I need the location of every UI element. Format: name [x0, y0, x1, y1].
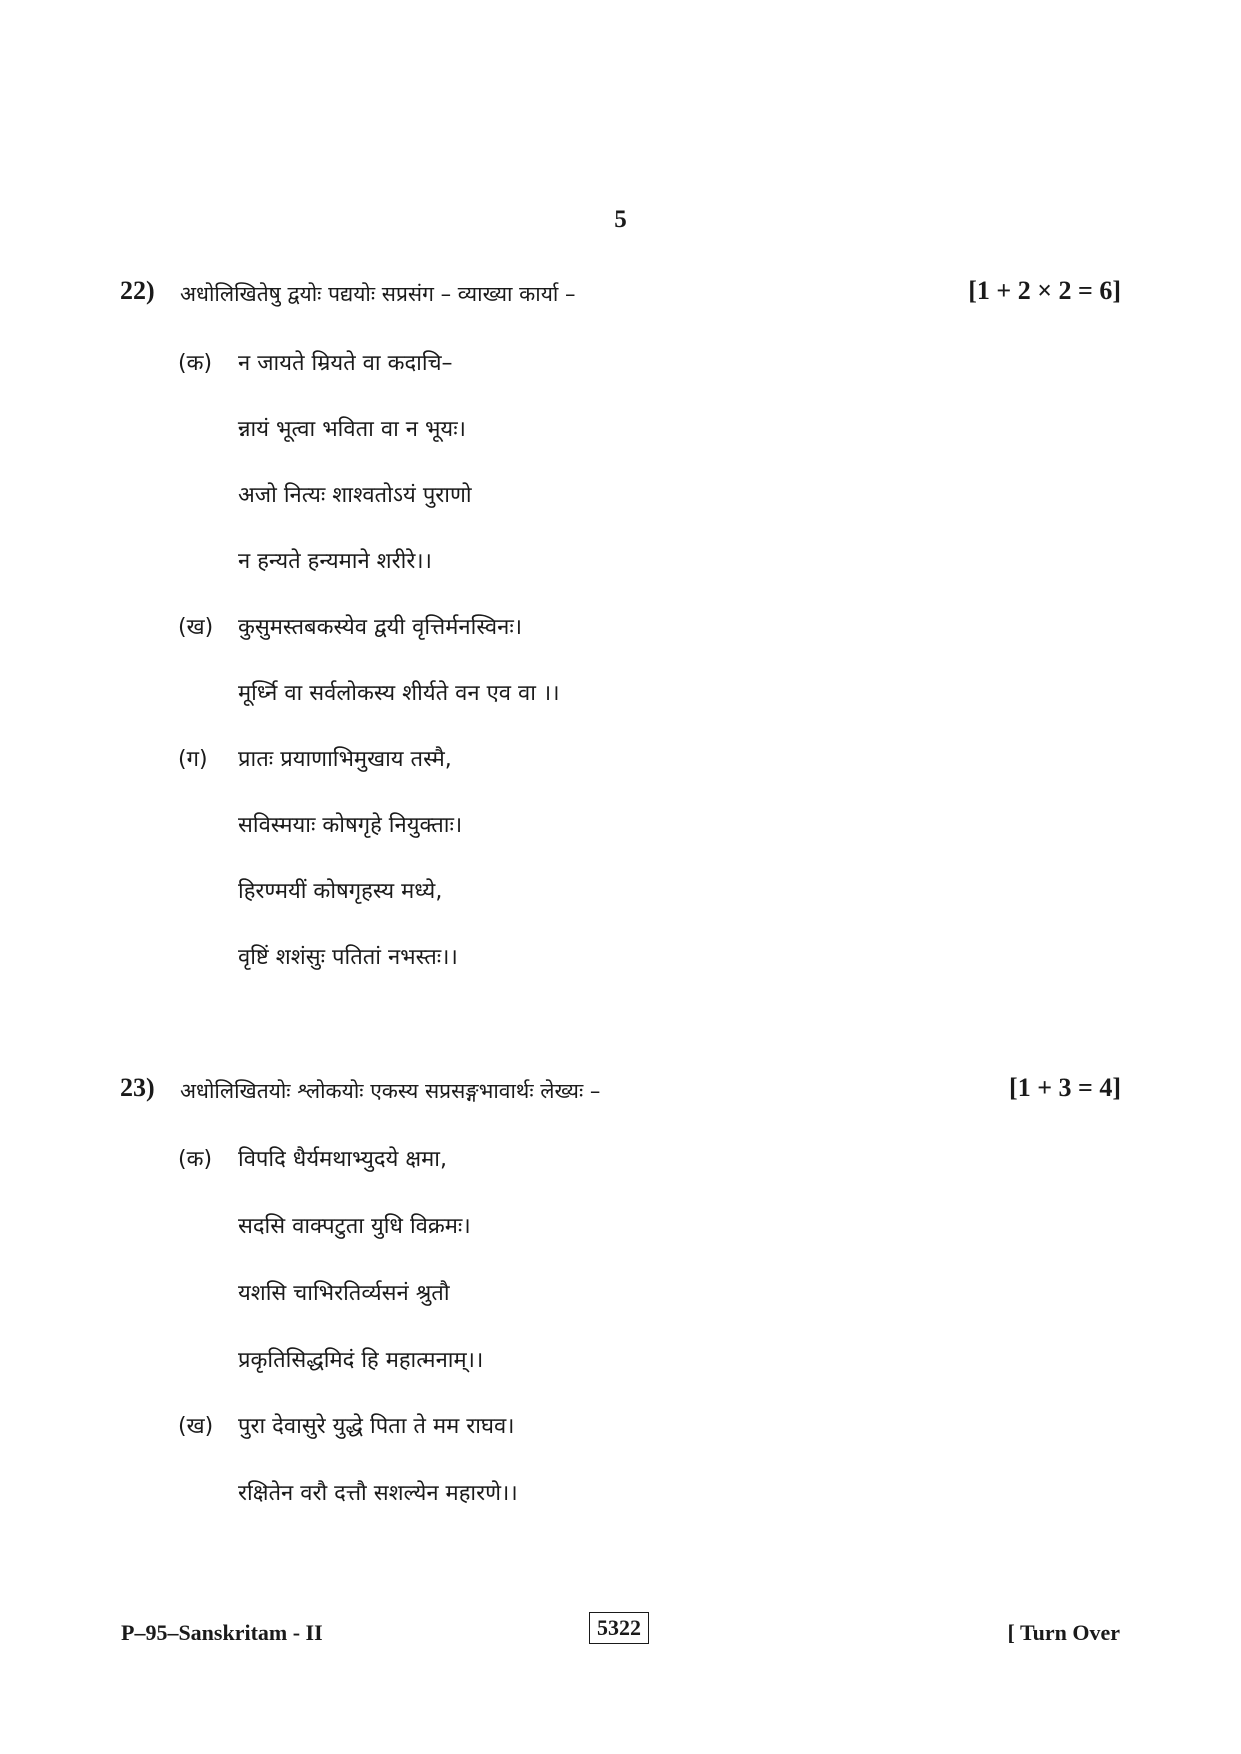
- verse-line: सविस्मयाः कोषगृहे नियुक्ताः।: [238, 813, 463, 838]
- part-label: (ग): [178, 747, 208, 772]
- turn-over-label: [ Turn Over: [1007, 1620, 1120, 1645]
- part-label: (क): [178, 1147, 213, 1172]
- question-23-number: 23): [120, 1073, 155, 1102]
- question-23-marks: [1 + 3 = 4]: [1009, 1073, 1121, 1102]
- verse-line: हिरण्मयीं कोषगृहस्य मध्ये,: [238, 879, 443, 904]
- verse-line: मूर्ध्नि वा सर्वलोकस्य शीर्यते वन एव वा ।।: [238, 681, 560, 706]
- paper-code: P–95–Sanskritam - II: [121, 1620, 323, 1645]
- verse-line: पुरा देवासुरे युद्धे पिता ते मम राघव।: [238, 1414, 515, 1439]
- verse-line: वृष्टिं शशंसुः पतितां नभस्तः।।: [238, 945, 458, 970]
- verse-line: प्रकृतिसिद्धमिदं हि महात्मनाम्।।: [238, 1348, 484, 1373]
- verse-line: न जायते म्रियते वा कदाचि–: [238, 351, 453, 376]
- question-23-instruction: अधोलिखितयोः श्लोकयोः एकस्य सप्रसङ्गभावार्थः लेख्यः –: [180, 1079, 601, 1103]
- booklet-number-box: 5322: [589, 1612, 649, 1644]
- part-label: (ख): [178, 615, 214, 640]
- verse-line: रक्षितेन वरौ दत्तौ सशल्येन महारणे।।: [238, 1481, 518, 1506]
- verse-line: सदसि वाक्पटुता युधि विक्रमः।: [238, 1214, 471, 1239]
- question-22-marks: [1 + 2 × 2 = 6]: [968, 276, 1121, 305]
- verse-line: यशसि चाभिरतिर्व्यसनं श्रुतौ: [238, 1281, 450, 1306]
- part-label: (क): [178, 351, 213, 376]
- verse-line: प्रातः प्रयाणाभिमुखाय तस्मै,: [238, 747, 452, 772]
- question-22-instruction: अधोलिखितेषु द्वयोः पद्ययोः सप्रसंग – व्याख्या कार्या –: [180, 282, 576, 306]
- verse-line: कुसुमस्तबकस्येव द्वयी वृत्तिर्मनस्विनः।: [238, 615, 523, 640]
- page-number: 5: [614, 206, 627, 233]
- verse-line: विपदि धैर्यमथाभ्युदये क्षमा,: [238, 1147, 447, 1172]
- verse-line: न्नायं भूत्वा भविता वा न भूयः।: [238, 417, 466, 442]
- verse-line: न हन्यते हन्यमाने शरीरे।।: [238, 549, 432, 574]
- question-22-number: 22): [120, 276, 155, 305]
- part-label: (ख): [178, 1414, 214, 1439]
- verse-line: अजो नित्यः शाश्वतोऽयं पुराणो: [238, 483, 472, 508]
